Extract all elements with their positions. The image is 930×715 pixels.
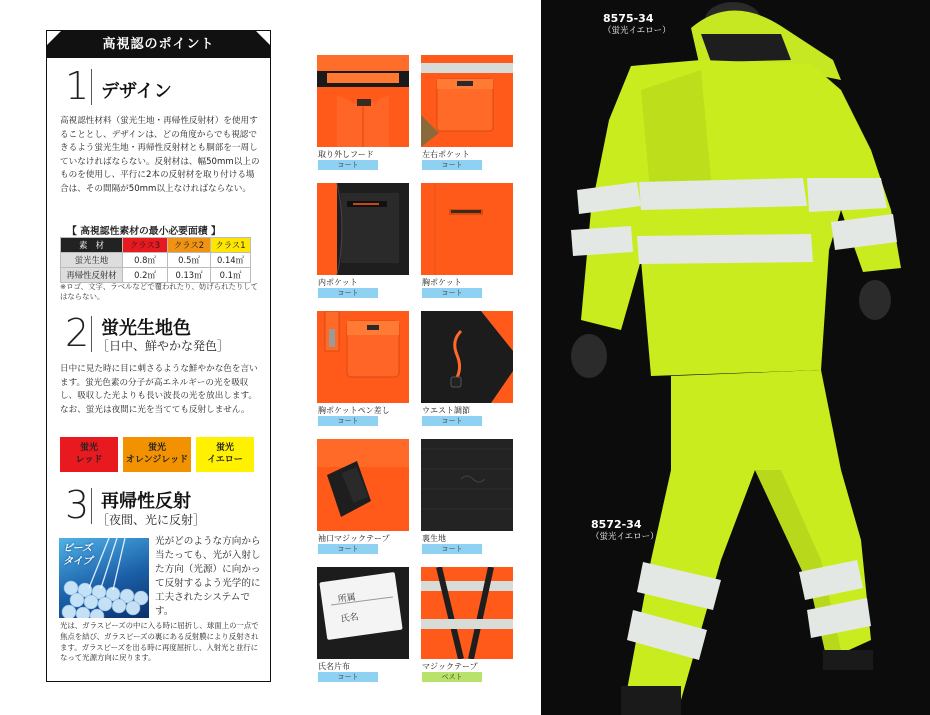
beads-label-line: タイプ xyxy=(63,556,93,567)
section-1-divider xyxy=(91,69,92,105)
table-cell: 0.2㎡ xyxy=(123,268,168,283)
detail-photo-pen-holder xyxy=(317,311,409,403)
detail-tag: コート xyxy=(422,288,482,298)
table-cell: 0.14㎡ xyxy=(211,253,251,268)
swatch-fluorescent-red xyxy=(60,437,118,472)
requirement-title: 【 高視認性素材の最小必要面積 】 xyxy=(67,226,221,237)
table-row xyxy=(61,253,251,268)
side-pocket-photo xyxy=(421,55,513,147)
detail-photo-removable-hood xyxy=(317,55,409,147)
swatch-label: イエロー xyxy=(207,455,243,465)
requirement-note: ※ロゴ、文字、ラベルなどで覆われたり、妨げられたりしてはならない。 xyxy=(60,282,259,301)
table-header: クラス1 xyxy=(211,238,251,253)
detail-caption: 袖口マジックテープ xyxy=(318,534,390,543)
detail-caption: 氏名片布 xyxy=(318,662,350,671)
hood-photo xyxy=(317,55,409,147)
name-patch-photo xyxy=(317,567,409,659)
detail-tag: コート xyxy=(318,416,378,426)
detail-caption: 内ポケット xyxy=(318,278,358,287)
table-cell: 0.1㎡ xyxy=(211,268,251,283)
detail-photo-waist-adjuster xyxy=(421,311,513,403)
section-3-text: 光がどのような方向から当たっても、光が入射した方向（光源）に向かって反射するよう光学的に工夫されたシステムです。 xyxy=(155,536,261,617)
section-3-number: 3 xyxy=(65,483,90,527)
beads-type-label xyxy=(63,542,93,568)
product-color: （蛍光イエロー） xyxy=(603,26,671,36)
section-2-divider xyxy=(91,316,92,352)
waist-adjuster-photo xyxy=(421,311,513,403)
detail-tag: コート xyxy=(422,160,482,170)
name-patch-name: 氏名 xyxy=(340,612,360,625)
table-header: クラス3 xyxy=(123,238,168,253)
rainwear-model-illustration xyxy=(541,0,930,715)
detail-photo-vest-velcro xyxy=(421,567,513,659)
product-code: 8572-34 xyxy=(591,518,642,531)
detail-tag: コート xyxy=(422,544,482,554)
section-1-number: 1 xyxy=(65,64,90,108)
table-header-row xyxy=(61,238,251,253)
detail-photo-cuff-velcro xyxy=(317,439,409,531)
model-photo xyxy=(541,0,930,715)
inner-pocket-photo xyxy=(317,183,409,275)
pen-holder-photo xyxy=(317,311,409,403)
swatch-label: 蛍光 xyxy=(215,443,234,453)
chest-pocket-photo xyxy=(421,183,513,275)
detail-caption: ウエスト調節 xyxy=(422,406,470,415)
detail-caption: 胸ポケットペン差し xyxy=(318,406,390,415)
lining-fabric-photo xyxy=(421,439,513,531)
table-header: 素 材 xyxy=(61,238,123,253)
section-2-heading: 蛍光生地色 xyxy=(101,318,191,339)
vest-velcro-photo xyxy=(421,567,513,659)
detail-photo-inner-pocket xyxy=(317,183,409,275)
section-3-divider xyxy=(91,488,92,524)
detail-caption: マジックテープ xyxy=(422,662,478,671)
detail-photo-side-pockets xyxy=(421,55,513,147)
detail-tag: コート xyxy=(318,160,378,170)
glass-beads-diagram xyxy=(59,538,149,618)
section-1-text: 高視認性材料（蛍光生地・再帰性反射材）を使用することとし、デザインは、どの角度からでも視認できるよう蛍光生地・再帰性反射材とも胴部を一周していなければならない。反射材は、幅50mm以上のものを使用し、平行に2本の反射材を取り付ける場合は、その間隔が50mm以上なければならない。 xyxy=(60,116,260,194)
table-cell: 0.8㎡ xyxy=(123,253,168,268)
detail-photo-chest-pocket xyxy=(421,183,513,275)
table-cell: 0.5㎡ xyxy=(168,253,211,268)
section-1-heading: デザイン xyxy=(101,81,172,102)
section-2-subheading: ［日中、鮮やかな発色］ xyxy=(97,339,230,353)
detail-caption: 左右ポケット xyxy=(422,150,470,159)
table-cell: 蛍光生地 xyxy=(61,253,123,268)
product-label-coat xyxy=(603,12,671,38)
beads-label-line: ビーズ xyxy=(63,543,93,554)
requirement-table xyxy=(60,237,251,283)
table-cell: 再帰性反射材 xyxy=(61,268,123,283)
table-row xyxy=(61,268,251,283)
detail-caption: 裏生地 xyxy=(422,534,446,543)
detail-photo-lining-fabric xyxy=(421,439,513,531)
section-3-subheading: ［夜間、光に反射］ xyxy=(97,513,206,527)
detail-tag: コート xyxy=(318,544,378,554)
swatch-fluorescent-orange-red xyxy=(123,437,191,472)
section-3-footnote: 光は、ガラスビーズの中に入る時に屈折し、球面上の一点で焦点を結び、ガラスビーズの裏にある反射膜により反射されます。ガラスビーズを出る時に再度屈折し、入射光と並行になって光源方向に戻ります。 xyxy=(60,621,259,663)
detail-tag: コート xyxy=(318,288,378,298)
swatch-label: オレンジレッド xyxy=(125,455,189,465)
cuff-velcro-photo xyxy=(317,439,409,531)
section-3-heading: 再帰性反射 xyxy=(101,491,191,512)
detail-caption: 取り外しフード xyxy=(318,150,374,159)
swatch-label: 蛍光 xyxy=(79,443,98,453)
detail-photo-name-patch xyxy=(317,567,409,659)
swatch-label: 蛍光 xyxy=(147,443,166,453)
detail-tag: コート xyxy=(422,416,482,426)
section-2-number: 2 xyxy=(65,311,90,355)
panel-title: 高視認のポイント xyxy=(47,31,270,58)
swatch-fluorescent-yellow xyxy=(196,437,254,472)
name-patch-affiliation: 所属 xyxy=(337,592,357,606)
product-color: （蛍光イエロー） xyxy=(591,532,659,542)
detail-tag: コート xyxy=(318,672,378,682)
visibility-points-panel xyxy=(46,30,271,682)
product-label-trousers xyxy=(591,518,659,544)
detail-caption: 胸ポケット xyxy=(422,278,462,287)
table-cell: 0.13㎡ xyxy=(168,268,211,283)
table-header: クラス2 xyxy=(168,238,211,253)
swatch-label: レッド xyxy=(75,455,103,465)
detail-tag: ベスト xyxy=(422,672,482,682)
product-code: 8575-34 xyxy=(603,12,654,25)
section-2-text: 日中に見た時に目に刺さるような鮮やかな色を言います。蛍光色素の分子が高エネルギーの光を吸収し、吸収した光よりも長い波長の光を放出します。なお、蛍光は夜間に光を当てても反射しません。 xyxy=(60,364,258,415)
